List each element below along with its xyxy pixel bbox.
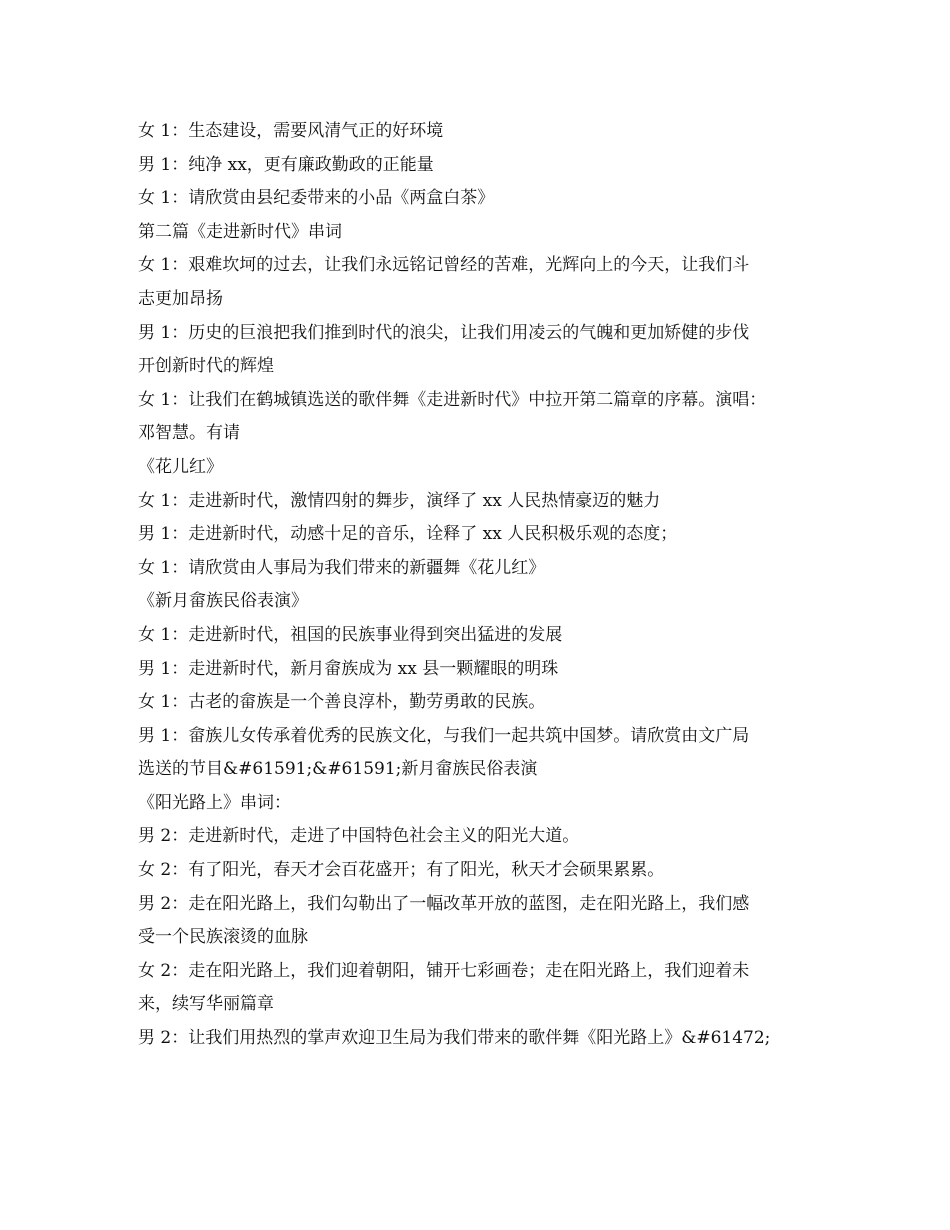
text-line: 男 2：走在阳光路上，我们勾勒出了一幅改革开放的蓝图，走在阳光路上，我们感 — [138, 893, 750, 914]
text-line: 女 1：请欣赏由人事局为我们带来的新疆舞《花儿红》 — [138, 557, 546, 578]
program-title: 《花儿红》 — [138, 456, 223, 477]
text-line: 女 1：请欣赏由县纪委带来的小品《两盒白茶》 — [138, 188, 495, 209]
text-line: 女 1：走进新时代，祖国的民族事业得到突出猛进的发展 — [138, 624, 563, 645]
text-line: 来，续写华丽篇章 — [138, 994, 274, 1015]
program-title: 《阳光路上》串词： — [138, 792, 291, 813]
text-line: 开创新时代的辉煌 — [138, 356, 274, 377]
text-line: 男 1：纯净 xx，更有廉政勤政的正能量 — [138, 154, 434, 175]
text-line: 女 1：生态建设，需要风清气正的好环境 — [138, 121, 444, 141]
text-line: 女 1：艰难坎坷的过去，让我们永远铭记曾经的苦难，光辉向上的今天，让我们斗 — [138, 255, 750, 276]
text-line: 女 1：让我们在鹤城镇选送的歌伴舞《走进新时代》中拉开第二篇章的序幕。演唱： — [138, 389, 767, 410]
text-line: 男 1：走进新时代，新月畲族成为 xx 县一颗耀眼的明珠 — [138, 658, 559, 679]
document-body — [138, 115, 828, 1056]
text-line: 选送的节目&#61591;&#61591;新月畲族民俗表演 — [138, 759, 538, 780]
program-title: 《新月畲族民俗表演》 — [138, 591, 308, 612]
text-line: 女 1：古老的畲族是一个善良淳朴，勤劳勇敢的民族。 — [138, 692, 546, 713]
text-line: 男 2：让我们用热烈的掌声欢迎卫生局为我们带来的歌伴舞《阳光路上》&#61472; — [138, 1028, 771, 1049]
text-line: 女 2：走在阳光路上，我们迎着朝阳，铺开七彩画卷；走在阳光路上，我们迎着未 — [138, 960, 750, 981]
text-line: 男 2：走进新时代，走进了中国特色社会主义的阳光大道。 — [138, 826, 580, 847]
section-heading: 第二篇《走进新时代》串词 — [138, 221, 342, 242]
text-line: 女 2：有了阳光，春天才会百花盛开；有了阳光，秋天才会硕果累累。 — [138, 860, 665, 881]
text-line: 男 1：走进新时代，动感十足的音乐，诠释了 xx 人民积极乐观的态度； — [138, 524, 678, 545]
text-line: 男 1：历史的巨浪把我们推到时代的浪尖，让我们用凌云的气魄和更加矫健的步伐 — [138, 322, 750, 343]
text-line: 女 1：走进新时代，激情四射的舞步，演绎了 xx 人民热情豪迈的魅力 — [138, 490, 661, 511]
text-line: 志更加昂扬 — [138, 288, 223, 309]
text-line: 邓智慧。有请 — [138, 423, 240, 444]
text-line: 男 1：畲族儿女传承着优秀的民族文化，与我们一起共筑中国梦。请欣赏由文广局 — [138, 725, 750, 746]
text-line: 受一个民族滚烫的血脉 — [138, 927, 308, 948]
